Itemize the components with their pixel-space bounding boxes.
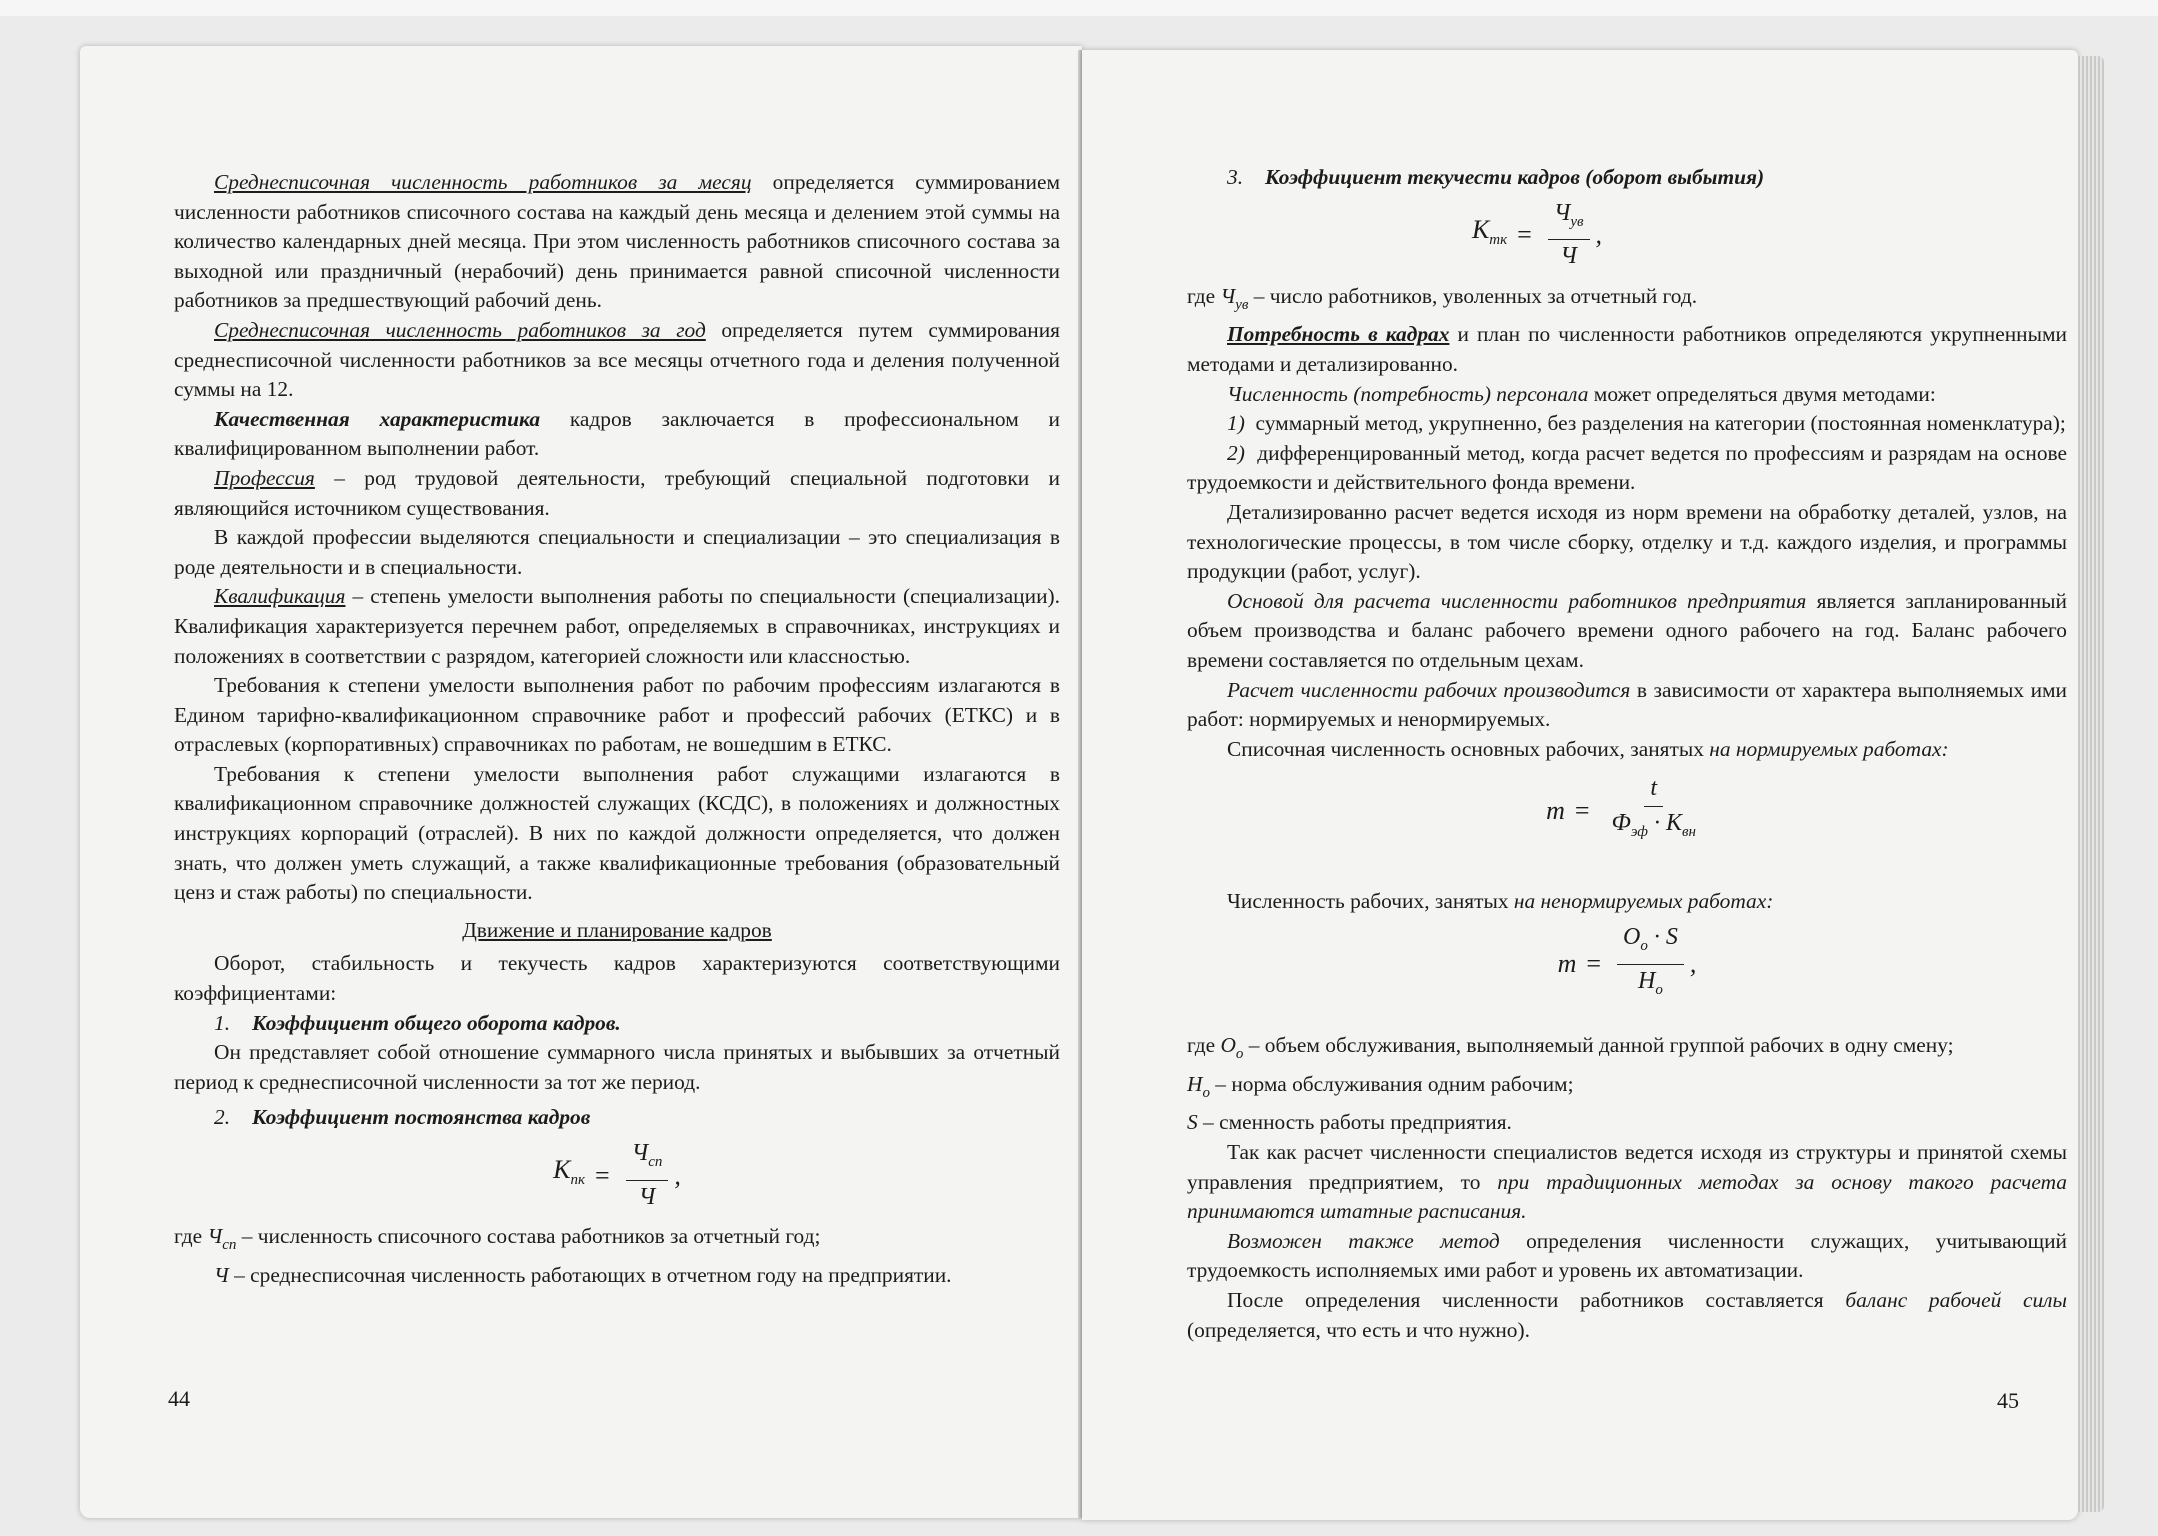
paragraph-text: кадров заключается в профессиональном и квалифицированном выполнении работ. [174, 406, 1060, 461]
paragraph: где $Ч_{ув}$ – число работников, уволенных за отчетный год. [1187, 283, 1698, 313]
paragraph: Списочная численность основных рабочих, занятых на нормируемых работах: [1227, 736, 1949, 761]
equals-sign: = [594, 1160, 610, 1190]
paragraph: $H_о$ – норма обслуживания одним рабочим; [1187, 1071, 1574, 1101]
paragraph [174, 582, 1060, 671]
right-page-text [1187, 163, 2067, 1345]
paragraph [174, 464, 1060, 523]
paragraph: Основой для расчета численности работников предприятия является запланированный объем производства и баланс рабочего времени одного рабочего на год. Баланс рабочего времени составляется по отдельным цехам. [1187, 588, 2067, 672]
scan-border [0, 0, 2158, 16]
denominator: Ч [638, 1183, 656, 1210]
paragraph-text: определяется путем суммирования среднесписочной численности работников за все месяцы отчетного года и деления полученной суммы на 12. [174, 317, 1060, 402]
formula-lhs: m [1546, 796, 1565, 826]
paragraph: В каждой профессии выделяются специальности и специализации – это специализация в роде деятельности и в специальности. [174, 525, 1060, 579]
list-number: 1) [1227, 411, 1245, 436]
equals-sign: = [1574, 796, 1590, 826]
right-page [1082, 50, 2078, 1520]
paragraph: S – сменность работы предприятия. [1187, 1110, 1512, 1135]
list-item [1187, 163, 2067, 193]
denominator: $Ф_{эф} \cdot K_{вн}$ [1611, 809, 1696, 840]
list-number: 2. [214, 1105, 231, 1130]
formula-turnover [1082, 199, 2067, 272]
paragraph: Требования к степени умелости выполнения работ служащими излагаются в квалификационном справочнике должностей служащих (КСДС), в положениях и должностных инструкциях корпораций (отраслей). В них по каждой должности определяется, что должен знать, что должен уметь служащий, а также квалификационные требования (образовательный ценз и стаж работы) по специальности. [174, 761, 1060, 905]
paragraph: Возможен также метод определения численности служащих, учитывающий трудоемкость исполняемых ими работ и уровень их автоматизации. [1187, 1228, 2067, 1283]
section-heading: Движение и планирование кадров [462, 917, 772, 942]
paragraph: Детализированно расчет ведется исходя из норм времени на обработку деталей, узлов, на технологические процессы, в том числе сборку, отделку и т.д. каждого изделия, и программы продукции (работ, услуг). [1187, 499, 2067, 584]
paragraph: где $Ч_{сп}$ – численность списочного состава работников за отчетный год; [174, 1224, 821, 1254]
term: Расчет численности рабочих производится [1227, 677, 1631, 702]
formula-unnormed [1187, 923, 2067, 1005]
page-edges [2078, 56, 2104, 1512]
list-item [174, 1103, 1060, 1133]
paragraph: Ч – среднесписочная численность работающих в отчетном году на предприятии. [214, 1262, 952, 1287]
list-number: 3. [1227, 165, 1244, 189]
paragraph-text: определяется суммированием численности работников списочного состава на каждый день месяца и делением этой суммы на количество календарных дней месяца. При этом численность работников списочного состава за выходной или праздничный (нерабочий) день принимается равной списочной численности работников за предшествующий рабочий день. [174, 170, 1060, 313]
fraction [626, 1139, 669, 1212]
list-title: Коэффициент текучести кадров (оборот выбытия) [1265, 165, 1765, 189]
left-page [80, 46, 1082, 1518]
list-item: 1) суммарный метод, укрупненно, без разделения на категории (постоянная номенклатура); [1227, 411, 2066, 436]
paragraph [174, 405, 1060, 464]
paragraph-text: – степень умелости выполнения работы по специальности (специализации). Квалификация характеризуется перечнем работ, определяемых в справочниках, инструкциях и положениях в соответствии с разрядом, категорией сложности или классностью. [174, 584, 1060, 668]
paragraph: где $O_о$ – объем обслуживания, выполняемый данной группой рабочих в одну смену; [1187, 1033, 1954, 1063]
list-title: Коэффициент постоянства кадров [252, 1105, 591, 1130]
list-number: 1. [214, 1010, 231, 1035]
formula-tail: , [1595, 220, 1603, 250]
formula-tail: , [674, 1160, 681, 1190]
formula-constancy [174, 1139, 1060, 1212]
list-title: Коэффициент общего оборота кадров. [252, 1010, 621, 1035]
formula-lhs: $K_{пк}$ [553, 1155, 585, 1189]
numerator: t [1644, 774, 1663, 807]
numerator: $Ч_{ув}$ [1548, 199, 1590, 241]
paragraph: Численность (потребность) персонала может определяться двумя методами: [1227, 381, 1936, 406]
paragraph: Численность рабочих, занятых на ненормируемых работах: [1227, 889, 1774, 914]
numerator: $O_о \cdot S$ [1617, 923, 1684, 965]
list-number: 2) [1227, 440, 1245, 465]
paragraph [174, 168, 1060, 316]
paragraph [174, 316, 1060, 405]
term: Качественная характеристика [214, 406, 541, 431]
paragraph: Так как расчет численности специалистов ведется исходя из структуры и принятой схемы управления предприятием, то при традиционных методах за основу такого расчета принимаются штатные расписания. [1187, 1140, 2068, 1224]
paragraph: Оборот, стабильность и текучесть кадров характеризуются соответствующими коэффициентами: [174, 951, 1060, 1006]
formula-tail: , [1689, 949, 1697, 979]
paragraph: После определения численности работников составляется баланс рабочей силы (определяется, что есть и что нужно). [1187, 1288, 2067, 1342]
paragraph: Требования к степени умелости выполнения работ по рабочим профессиям излагаются в Едином тарифно-квалификационном справочнике работ и профессий рабочих (ЕТКС) и в отраслевых (корпоративных) справочниках по работам, не вошедшим в ЕТКС. [174, 673, 1060, 757]
paragraph: Расчет численности рабочих производится в зависимости от характера выполняемых ими работ: нормируемых и ненормируемых. [1187, 677, 2067, 732]
term: Возможен также метод [1227, 1228, 1500, 1253]
denominator: $H_о$ [1638, 967, 1663, 998]
fraction [1606, 774, 1702, 847]
term: Численность (потребность) персонала [1227, 381, 1589, 406]
page-number: 45 [1997, 1388, 2019, 1413]
term: Среднесписочная численность работников за месяц [214, 170, 752, 194]
formula-normed [1187, 774, 2067, 847]
term: Основой для расчета численности работников предприятия [1227, 588, 1807, 613]
fraction [1548, 199, 1590, 272]
paragraph: Он представляет собой отношение суммарного числа принятых и выбывших за отчетный период к среднесписочной численности за тот же период. [174, 1040, 1060, 1094]
term: Квалификация [214, 584, 346, 609]
equals-sign: = [1517, 220, 1532, 250]
formula-lhs: m [1557, 949, 1577, 979]
list-item [174, 1009, 1060, 1039]
paragraph: Потребность в кадрах и план по численности работников определяются укрупненными методами и детализированно. [1187, 322, 2067, 376]
term: Профессия [214, 465, 315, 490]
page-number: 44 [168, 1386, 190, 1411]
formula-lhs: $K_{тк}$ [1471, 214, 1508, 248]
left-page-text [174, 168, 1060, 1290]
equals-sign: = [1586, 949, 1602, 979]
term: Среднесписочная численность работников за год [214, 317, 706, 342]
denominator: Ч [1560, 243, 1577, 270]
term: Потребность в кадрах [1227, 322, 1450, 347]
fraction [1617, 923, 1684, 1005]
paragraph-text: – род трудовой деятельности, требующий специальной подготовки и являющийся источником существования. [174, 465, 1060, 520]
numerator: $Ч_{сп}$ [626, 1139, 669, 1181]
list-item: 2) дифференцированный метод, когда расчет ведется по профессиям и разрядам на основе трудоемкости и действительного фонда времени. [1187, 440, 2068, 495]
